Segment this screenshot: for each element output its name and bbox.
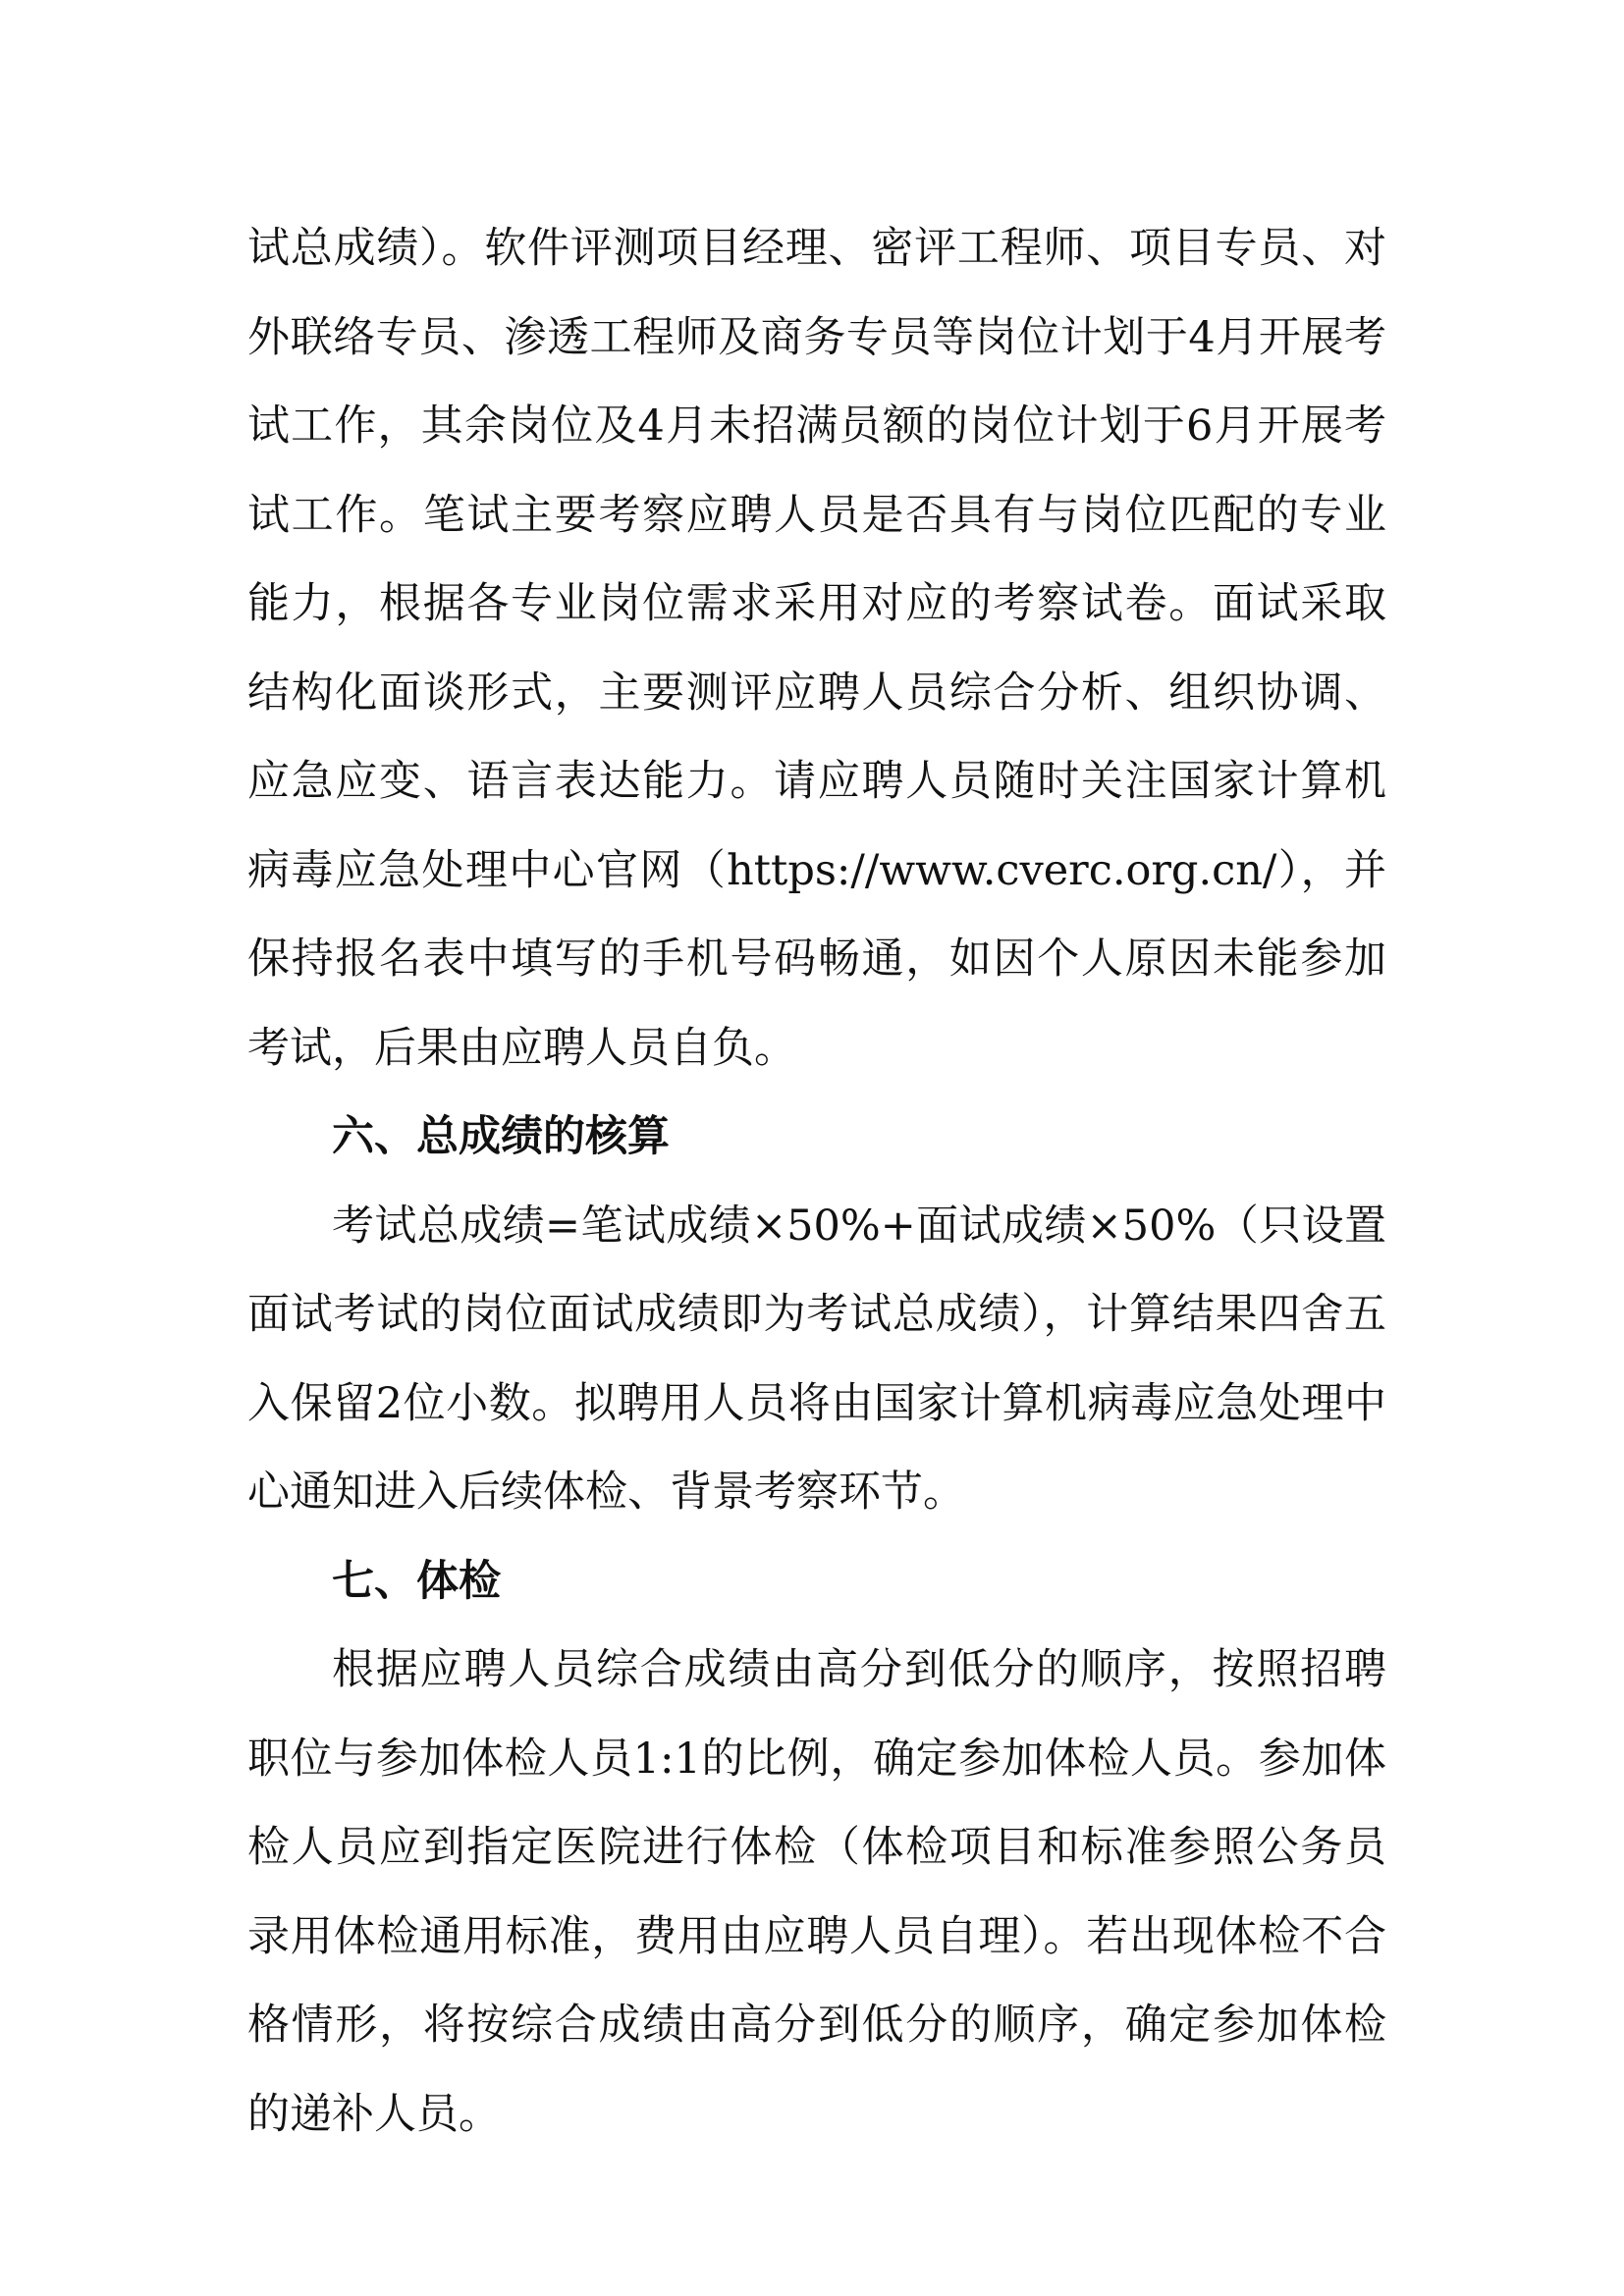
document-body — [247, 204, 1386, 2159]
paragraph-score-calculation: 考试总成绩=笔试成绩×50%+面试成绩×50%（只设置面试考试的岗位面试成绩即为考试总成绩），计算结果四舍五入保留2位小数。拟聘用人员将由国家计算机病毒应急处理中心通知进入后续体检、背景考察环节。 — [247, 1201, 1386, 1517]
paragraph-physical-exam: 根据应聘人员综合成绩由高分到低分的顺序，按照招聘职位与参加体检人员1:1的比例，确定参加体检人员。参加体检人员应到指定医院进行体检（体检项目和标准参照公务员录用体检通用标准，费用由应聘人员自理）。若出现体检不合格情形，将按综合成绩由高分到低分的顺序，确定参加体检的递补人员。 — [247, 1645, 1386, 2139]
continued-paragraph-exam-arrangement: 试总成绩）。软件评测项目经理、密评工程师、项目专员、对外联络专员、渗透工程师及商务专员等岗位计划于4月开展考试工作，其余岗位及4月未招满员额的岗位计划于6月开展考试工作。笔试主要考察应聘人员是否具有与岗位匹配的专业能力，根据各专业岗位需求采用对应的考察试卷。面试采取结构化面谈形式，主要测评应聘人员综合分析、组织协调、应急应变、语言表达能力。请应聘人员随时关注国家计算机病毒应急处理中心官网（https://www.cverc.org.cn/），并保持报名表中填写的手机号码畅通，如因个人原因未能参加考试，后果由应聘人员自负。 — [247, 224, 1386, 1073]
section-heading-physical-exam: 七、体检 — [332, 1556, 501, 1606]
section-heading-score-calculation: 六、总成绩的核算 — [332, 1112, 670, 1161]
